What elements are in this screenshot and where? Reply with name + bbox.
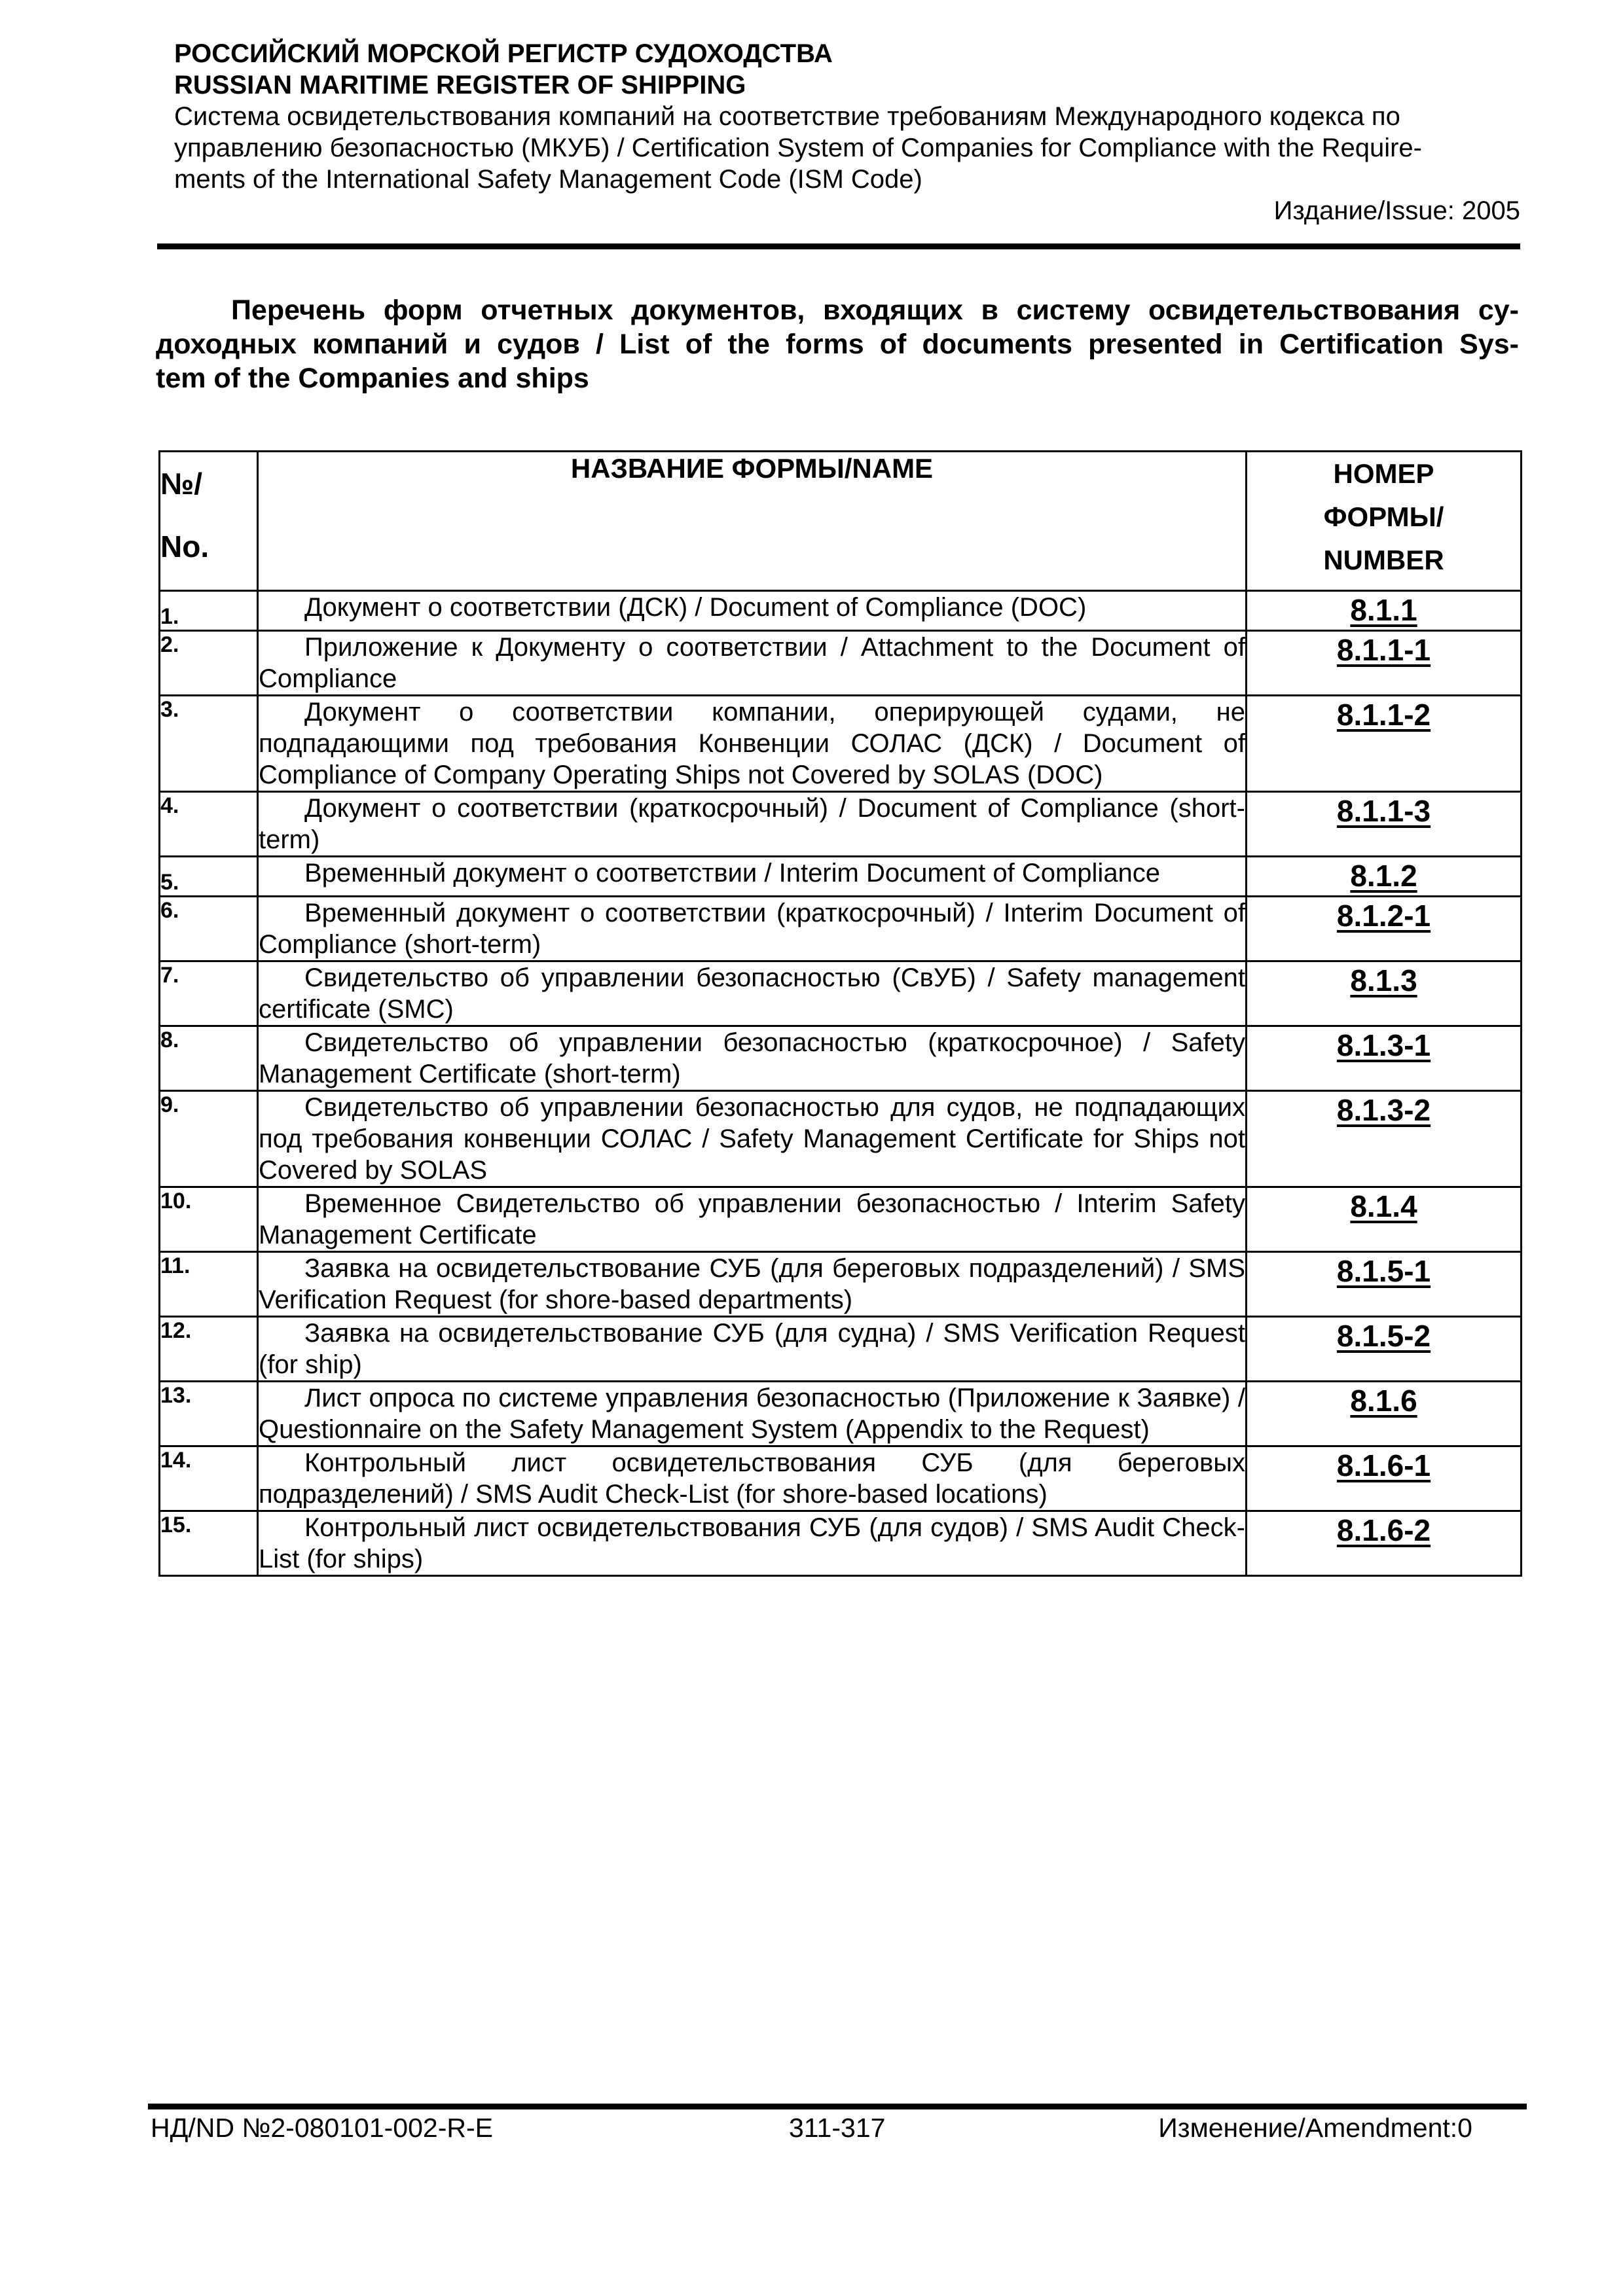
table-header-row: [160, 452, 1522, 591]
column-header-no-line-1: №/: [160, 467, 203, 501]
header-divider: [157, 243, 1520, 249]
form-name-cell: [258, 792, 1247, 857]
form-number-cell: [1247, 1026, 1522, 1091]
footer-divider: [148, 2104, 1527, 2109]
column-header-no-line-2: No.: [160, 529, 210, 564]
form-name: Документ о соответствии (краткосрочный) / Document of Compliance (short-term): [259, 794, 1245, 854]
form-number-cell: [1247, 1382, 1522, 1446]
form-name-cell: [258, 696, 1247, 792]
org-name-ru: РОССИЙСКИЙ МОРСКОЙ РЕГИСТР СУДОХОДСТВА: [174, 39, 833, 68]
form-number: 8.1.2: [1350, 859, 1417, 893]
form-name-cell: [258, 631, 1247, 696]
document-title-line-2: доходных компаний и судов / List of the forms of documents presented in Certification Sys-: [156, 329, 1519, 360]
issue-label: Издание/Issue: 2005: [1273, 196, 1520, 225]
form-number-cell: [1247, 961, 1522, 1026]
system-title-line-1: Система освидетельствования компаний на соответствие требованиям Международного кодекса по: [174, 102, 1400, 131]
table-row: [160, 1446, 1522, 1511]
table-row: [160, 1091, 1522, 1187]
table-row: [160, 1026, 1522, 1091]
form-name-cell: [258, 1091, 1247, 1187]
form-name: Временное Свидетельство об управлении безопасностью / Interim Safety Management Certificate: [259, 1189, 1245, 1249]
form-name-cell: [258, 857, 1247, 897]
footer-page-range: 311-317: [789, 2113, 886, 2143]
form-name: Документ о соответствии компании, оперирующей судами, не подпадающими под требования Конвенции СОЛАС (ДСК) / Document of Compliance of Company Operating Ships not Covered by SOLAS (DOC): [259, 698, 1245, 789]
row-number: 3.: [160, 696, 258, 792]
form-number: 8.1.2-1: [1336, 899, 1431, 933]
form-number: 8.1.3-1: [1336, 1028, 1431, 1062]
row-number: 6.: [160, 897, 258, 961]
form-number: 8.1.1-2: [1336, 698, 1431, 732]
org-name-en: RUSSIAN MARITIME REGISTER OF SHIPPING: [174, 71, 746, 99]
form-number: 8.1.3-2: [1336, 1093, 1431, 1127]
table-row: [160, 1317, 1522, 1382]
form-number-cell: [1247, 1446, 1522, 1511]
table-row: [160, 961, 1522, 1026]
form-name-cell: [258, 591, 1247, 631]
form-name-cell: [258, 897, 1247, 961]
row-number: 9.: [160, 1091, 258, 1187]
document-title-line-3: tem of the Companies and ships: [156, 363, 589, 394]
form-name-cell: [258, 1187, 1247, 1252]
row-number: 5.: [160, 857, 258, 897]
form-number: 8.1.1: [1350, 593, 1417, 627]
column-header-number-line-3: NUMBER: [1323, 545, 1444, 575]
footer-document-number: НД/ND №2-080101-002-R-E: [151, 2113, 493, 2143]
form-name-cell: [258, 1252, 1247, 1317]
form-name-cell: [258, 1317, 1247, 1382]
form-name: Приложение к Документу о соответствии / Attachment to the Document of Compliance: [259, 633, 1245, 693]
form-name: Заявка на освидетельствование СУБ (для судна) / SMS Verification Request (for ship): [259, 1319, 1245, 1379]
form-name: Контрольный лист освидетельствования СУБ (для береговых подразделений) / SMS Audit Check-List (for shore-based locations): [259, 1448, 1245, 1509]
forms-table: [158, 450, 1522, 1577]
form-number-cell: [1247, 1317, 1522, 1382]
row-number: 13.: [160, 1382, 258, 1446]
form-name: Временный документ о соответствии / Interim Document of Compliance: [304, 859, 1161, 888]
form-number-cell: [1247, 696, 1522, 792]
form-name-cell: [258, 1511, 1247, 1576]
form-number: 8.1.5-2: [1336, 1319, 1431, 1353]
row-number: 10.: [160, 1187, 258, 1252]
table-row: [160, 1187, 1522, 1252]
form-number: 8.1.3: [1350, 963, 1417, 997]
table-row: [160, 631, 1522, 696]
system-title-line-3: ments of the International Safety Management Code (ISM Code): [174, 165, 922, 194]
row-number: 15.: [160, 1511, 258, 1576]
column-header-number: [1247, 452, 1522, 591]
form-number: 8.1.6: [1350, 1384, 1417, 1418]
document-title-line-1: Перечень форм отчетных документов, входящих в систему освидетельствования су-: [231, 295, 1519, 326]
column-header-number-line-2: ФОРМЫ/: [1323, 501, 1444, 532]
form-number-cell: [1247, 897, 1522, 961]
column-header-number-line-1: НОМЕР: [1333, 458, 1434, 489]
row-number: 12.: [160, 1317, 258, 1382]
form-number: 8.1.6-1: [1336, 1448, 1431, 1482]
form-number-cell: [1247, 857, 1522, 897]
forms-table-body: [160, 591, 1522, 1576]
row-number: 14.: [160, 1446, 258, 1511]
form-number-cell: [1247, 792, 1522, 857]
row-number: 7.: [160, 961, 258, 1026]
table-row: [160, 792, 1522, 857]
form-number: 8.1.1-1: [1336, 633, 1431, 667]
form-number-cell: [1247, 1091, 1522, 1187]
form-name: Заявка на освидетельствование СУБ (для береговых подразделений) / SMS Verification Request (for shore-based departments): [259, 1254, 1245, 1314]
form-name-cell: [258, 1446, 1247, 1511]
form-number: 8.1.4: [1350, 1189, 1417, 1223]
form-name-cell: [258, 1382, 1247, 1446]
system-title-line-2: управлению безопасностью (МКУБ) / Certification System of Companies for Compliance with the Require-: [174, 134, 1422, 162]
form-number-cell: [1247, 1252, 1522, 1317]
row-number: 1.: [160, 591, 258, 631]
form-name: Лист опроса по системе управления безопасностью (Приложение к Заявке) / Questionnaire on the Safety Management System (Appendix to the Request): [259, 1384, 1245, 1444]
form-name: Контрольный лист освидетельствования СУБ (для судов) / SMS Audit Check-List (for ships): [259, 1513, 1245, 1573]
form-name: Документ о соответствии (ДСК) / Document of Compliance (DOC): [304, 593, 1087, 622]
table-row: [160, 696, 1522, 792]
form-number-cell: [1247, 1511, 1522, 1576]
table-row: [160, 897, 1522, 961]
row-number: 8.: [160, 1026, 258, 1091]
footer-amendment: Изменение/Amendment:0: [1158, 2113, 1472, 2143]
form-number-cell: [1247, 591, 1522, 631]
form-name: Свидетельство об управлении безопасностью для судов, не подпадающих под требования конвенции СОЛАС / Safety Management Certificate for Ships not Covered by SOLAS: [259, 1093, 1245, 1185]
table-row: [160, 857, 1522, 897]
column-header-no: [160, 452, 258, 591]
row-number: 11.: [160, 1252, 258, 1317]
form-name-cell: [258, 1026, 1247, 1091]
table-row: [160, 1511, 1522, 1576]
form-number-cell: [1247, 631, 1522, 696]
form-name: Свидетельство об управлении безопасностью (СвУБ) / Safety management certificate (SMC): [259, 963, 1245, 1024]
form-number: 8.1.1-3: [1336, 794, 1431, 828]
document-title: [156, 293, 1519, 395]
form-name: Временный документ о соответствии (краткосрочный) / Interim Document of Compliance (short-term): [259, 899, 1245, 959]
row-number: 2.: [160, 631, 258, 696]
column-header-name: НАЗВАНИЕ ФОРМЫ/NAME: [258, 452, 1247, 591]
form-name: Свидетельство об управлении безопасностью (краткосрочное) / Safety Management Certificate (short-term): [259, 1028, 1245, 1088]
row-number: 4.: [160, 792, 258, 857]
table-row: [160, 1252, 1522, 1317]
table-row: [160, 591, 1522, 631]
form-number-cell: [1247, 1187, 1522, 1252]
table-row: [160, 1382, 1522, 1446]
form-name-cell: [258, 961, 1247, 1026]
form-number: 8.1.5-1: [1336, 1254, 1431, 1288]
form-number: 8.1.6-2: [1336, 1513, 1431, 1547]
